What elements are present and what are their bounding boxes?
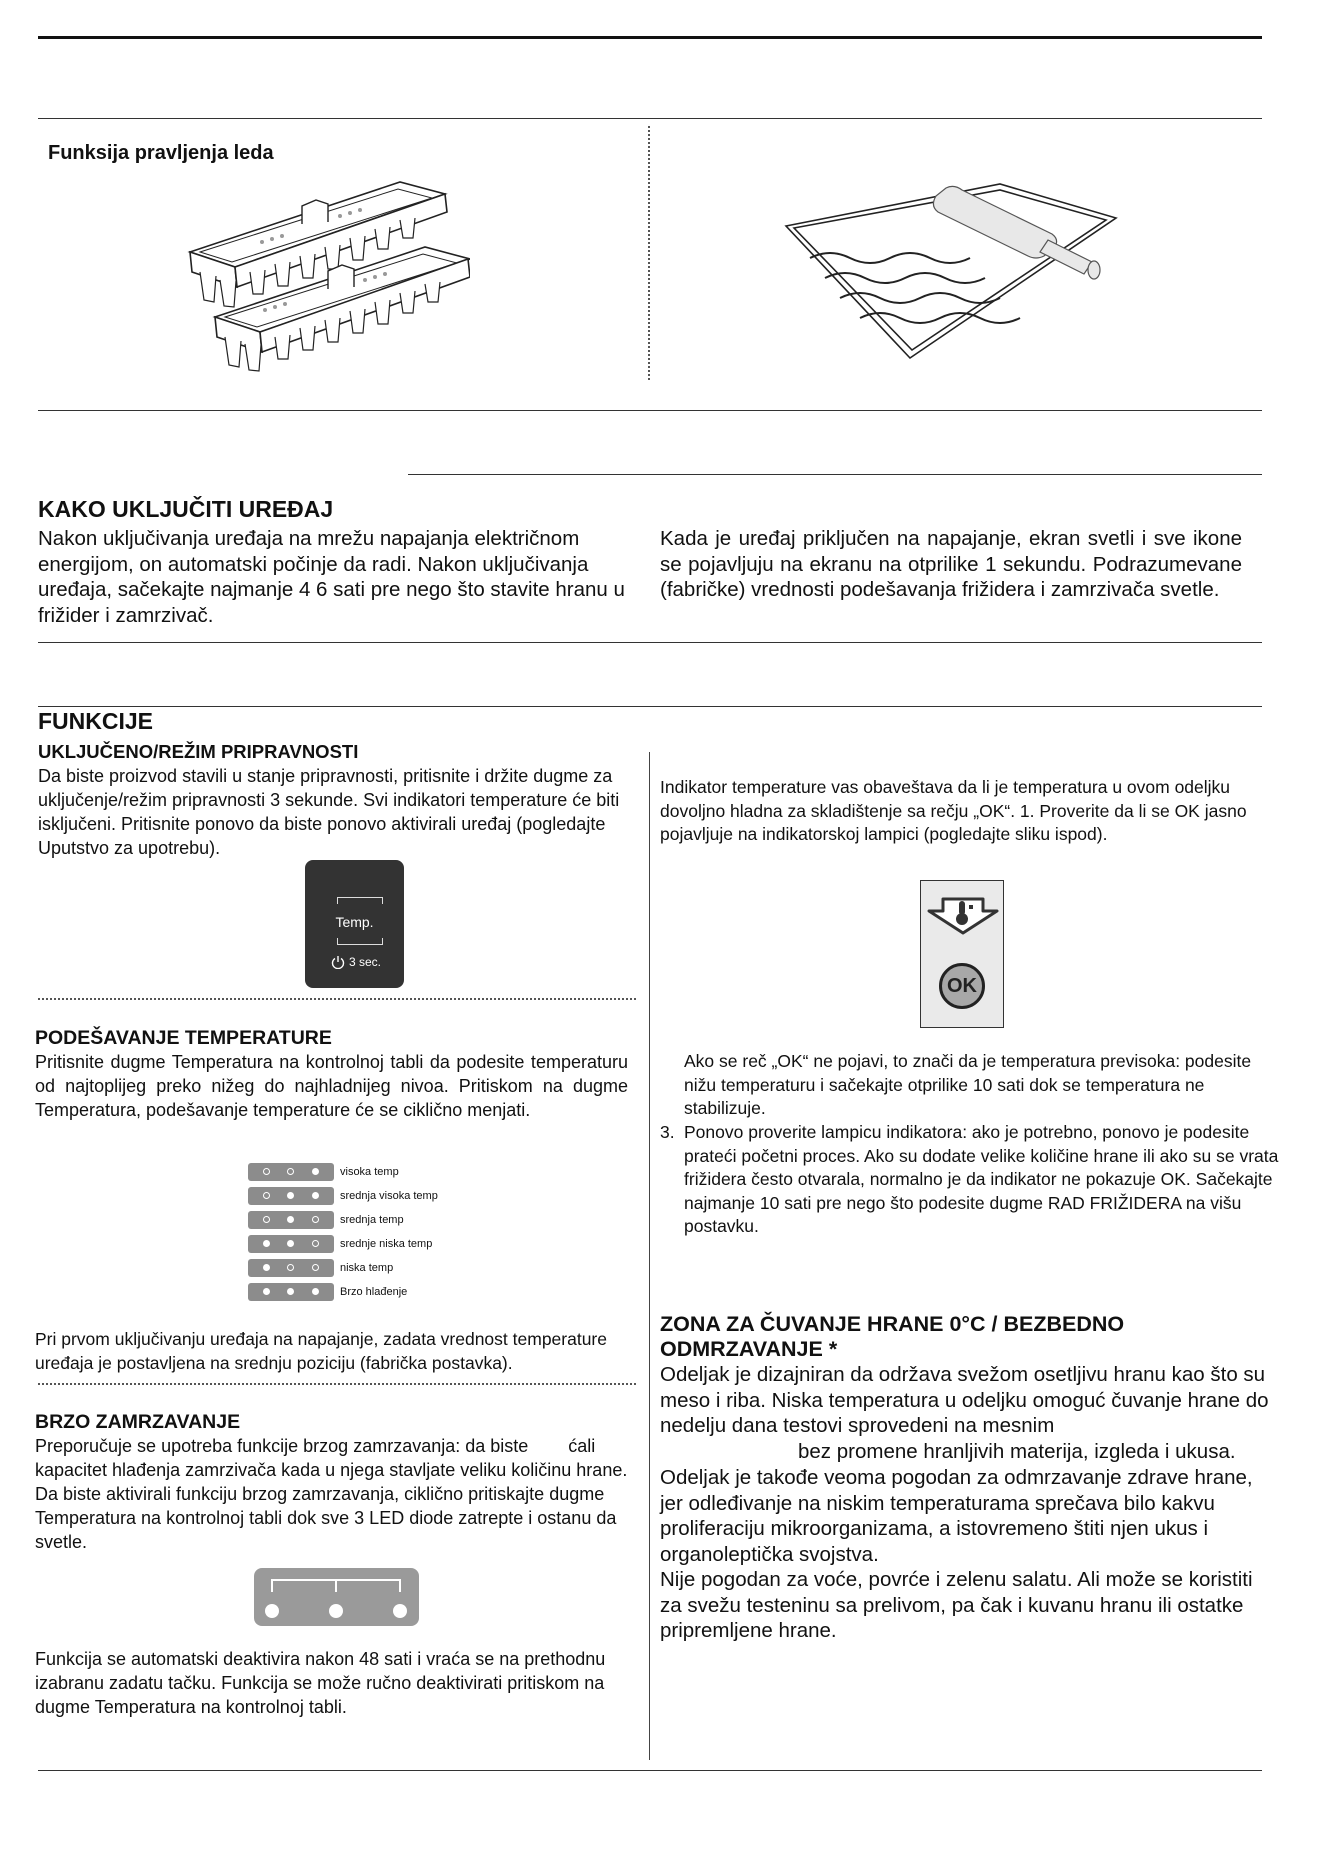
temp-level-row xyxy=(248,1283,334,1301)
led-3 xyxy=(312,1240,319,1247)
top-vertical-divider xyxy=(648,126,650,380)
power-on-title: KAKO UKLJUČITI UREĐAJ xyxy=(38,496,334,522)
temp-level-row xyxy=(248,1259,334,1277)
power-on-right-text: Kada je uređaj priključen na napajanje, ekran svetli i sve ikone se pojavljuju na ekranu na otprilike 1 sekundu. Podrazumevane (fabričke) vrednosti podešavanja frižidera i zamrzivača svetle. xyxy=(660,527,1242,601)
temp-level-label: Brzo hlađenje xyxy=(340,1286,408,1298)
led-2 xyxy=(287,1168,294,1175)
led-3 xyxy=(312,1264,319,1271)
bottle-rack-illustration xyxy=(780,178,1120,363)
fast-freeze-title: BRZO ZAMRZAVANJE xyxy=(35,1411,241,1433)
led-3 xyxy=(312,1168,319,1175)
led-2 xyxy=(287,1192,294,1199)
zone-title-line2: ODMRZAVANJE * xyxy=(660,1337,838,1361)
standby-title: UKLJUČENO/REŽIM PRIPRAVNOSTI xyxy=(38,741,359,762)
power-icon[interactable] xyxy=(331,955,345,969)
temp-level-row xyxy=(248,1187,334,1205)
functions-title: FUNKCIJE xyxy=(38,708,154,734)
led-1 xyxy=(263,1168,270,1175)
temp-setting-title: PODEŠAVANJE TEMPERATURE xyxy=(35,1027,332,1049)
no-ok-text: Ako se reč „OK“ ne pojavi, to znači da je temperatura previsoka: podesite nižu temperaturu i sačekajte otprilike 10 sati dok se temperatura ne stabilizuje. xyxy=(684,1051,1252,1118)
rule-2 xyxy=(38,410,1262,411)
rule-5 xyxy=(38,706,1262,707)
zone-p3: Nije pogodan za voće, povrće i zelenu salatu. Ali može se koristiti za svežu testeninu sa prelivom, pa čak i kuvanu hranu ili ostatke pripremljene hrane. xyxy=(660,1568,1253,1642)
led-3 xyxy=(312,1288,319,1295)
thermometer-icon xyxy=(925,893,1001,937)
zone-p1-cont: bez promene hranljivih materija, izgleda i ukusa. xyxy=(798,1440,1236,1463)
fast-freeze-led-1 xyxy=(265,1604,279,1618)
rule-3 xyxy=(408,474,1262,475)
led-1 xyxy=(263,1264,270,1271)
fast-freeze-led-3 xyxy=(393,1604,407,1618)
temp-level-label: visoka temp xyxy=(340,1166,399,1178)
temp-level-label: srednja visoka temp xyxy=(340,1190,438,1202)
led-3 xyxy=(312,1192,319,1199)
top-rule xyxy=(38,36,1262,39)
led-1 xyxy=(263,1216,270,1223)
rule-1 xyxy=(38,118,1262,119)
left-dots-divider-1 xyxy=(38,998,636,1000)
temp-level-label: niska temp xyxy=(340,1262,394,1274)
temp-level-row xyxy=(248,1163,334,1181)
standby-control-panel xyxy=(305,860,404,988)
led-1 xyxy=(263,1192,270,1199)
step-3-text: Ponovo proverite lampicu indikatora: ako je potrebno, ponovo je podesite prateći početni proces. Ako su dodate velike količine hrane ili ako su se vrata frižidera često otvarala, normalno je da indikator ne pokazuje OK. Sačekajte najmanje 10 sati pre nego što podesite dugme RAD FRIŽIDERA na višu postavku. xyxy=(684,1122,1279,1236)
led-1 xyxy=(263,1240,270,1247)
zone-title-line1: ZONA ZA ČUVANJE HRANE 0°C / BEZBEDNO xyxy=(660,1312,1125,1336)
functions-column-divider xyxy=(649,752,650,1760)
ok-badge xyxy=(939,963,985,1009)
led-2 xyxy=(287,1264,294,1271)
rule-4 xyxy=(38,642,1262,643)
fast-freeze-text: Preporučuje se upotreba funkcije brzog zamrzavanja: da biste ćali kapacitet hlađenja zamrzivača kada u njega stavljate veliku količinu hrane. Da biste aktivirali funkciju brzog zamrzavanja, ciklično pritiskajte dugme Temperatura na kontrolnoj tabli dok sve 3 LED diode zatrepte i ostanu da svetle. xyxy=(35,1436,633,1552)
temp-button-label[interactable]: Temp. xyxy=(335,914,374,930)
power-seconds-label: 3 sec. xyxy=(349,955,382,969)
temp-level-label: srednje niska temp xyxy=(340,1238,433,1250)
standby-text: Da biste proizvod stavili u stanje pripravnosti, pritisnite i držite dugme za uključenje/režim pripravnosti 3 sekunde. Svi indikatori temperature će biti isključeni. Pritisnite ponovo da biste ponovo aktivirali uređaj (pogledajte Uputstvo za upotrebu). xyxy=(38,766,620,858)
led-1 xyxy=(263,1288,270,1295)
indicator-text: Indikator temperature vas obaveštava da li je temperatura u ovom odeljku dovoljno hladna za skladištenje sa rečju „OK“. 1. Proverite da li se OK jasno pojavljuje na indikatorskoj lampici (pogledajte sliku ispod). xyxy=(660,777,1247,844)
panel-bottom-bracket xyxy=(337,938,383,945)
fast-freeze-auto-off: Funkcija se automatski deaktivira nakon 48 sati i vraća se na prethodnu izabranu zadatu tačku. Funkcija se može ručno deaktivirati pritiskom na dugme Temperatura na kontrolnoj tabli. xyxy=(35,1649,606,1717)
temp-level-row xyxy=(248,1211,334,1229)
ice-section-title: Funksija pravljenja leda xyxy=(48,142,274,164)
zone-p2: Odeljak je takođe veoma pogodan za odmrzavanje zdrave hrane, jer odleđivanje na niskim temperaturama sprečava bilo kakvu proliferaciju mikroorganizama, a istovremeno štiti njen ukus i organoleptička svojstva. xyxy=(660,1466,1253,1566)
zone-p1: Odeljak je dizajniran da održava svežom osetljivu hranu kao što su meso i riba. Niska temperatura u odeljku omoguć čuvanje hrane do nedelju dana testovi sprovedeni na mesnim xyxy=(660,1363,1269,1437)
bottom-rule xyxy=(38,1770,1262,1771)
temp-level-label: srednja temp xyxy=(340,1214,404,1226)
temp-setting-text: Pritisnite dugme Temperatura na kontrolnoj tabli da podesite temperaturu od najtoplijeg preko nižeg do najhladnijeg nivoa. Pritiskom na dugme Temperatura, podešavanje temperature će se ciklično menjati. xyxy=(35,1052,628,1120)
led-2 xyxy=(287,1288,294,1295)
step-3-number: 3. xyxy=(660,1122,675,1142)
step-3 xyxy=(660,1121,1279,1239)
led-2 xyxy=(287,1216,294,1223)
fast-freeze-led-panel xyxy=(254,1568,419,1626)
led-3 xyxy=(312,1216,319,1223)
temp-default-note: Pri prvom uključivanju uređaja na napajanje, zadata vrednost temperature uređaja je postavljena na srednju poziciju (fabrička postavka). xyxy=(35,1329,607,1373)
led-2 xyxy=(287,1240,294,1247)
ok-badge-text: OK xyxy=(947,975,977,997)
ok-indicator-box xyxy=(920,880,1004,1028)
panel-top-bracket xyxy=(337,897,383,904)
left-dots-divider-2 xyxy=(38,1383,636,1385)
power-on-left-text: Nakon uključivanja uređaja na mrežu napajanja električnom energijom, on automatski počinje da radi. Nakon uključivanja uređaja, sačekajte najmanje 4 6 sati pre nego što stavite hranu u frižider i zamrzivač. xyxy=(38,527,625,627)
temp-level-row xyxy=(248,1235,334,1253)
ice-trays-illustration xyxy=(180,172,470,382)
fast-freeze-led-2 xyxy=(329,1604,343,1618)
